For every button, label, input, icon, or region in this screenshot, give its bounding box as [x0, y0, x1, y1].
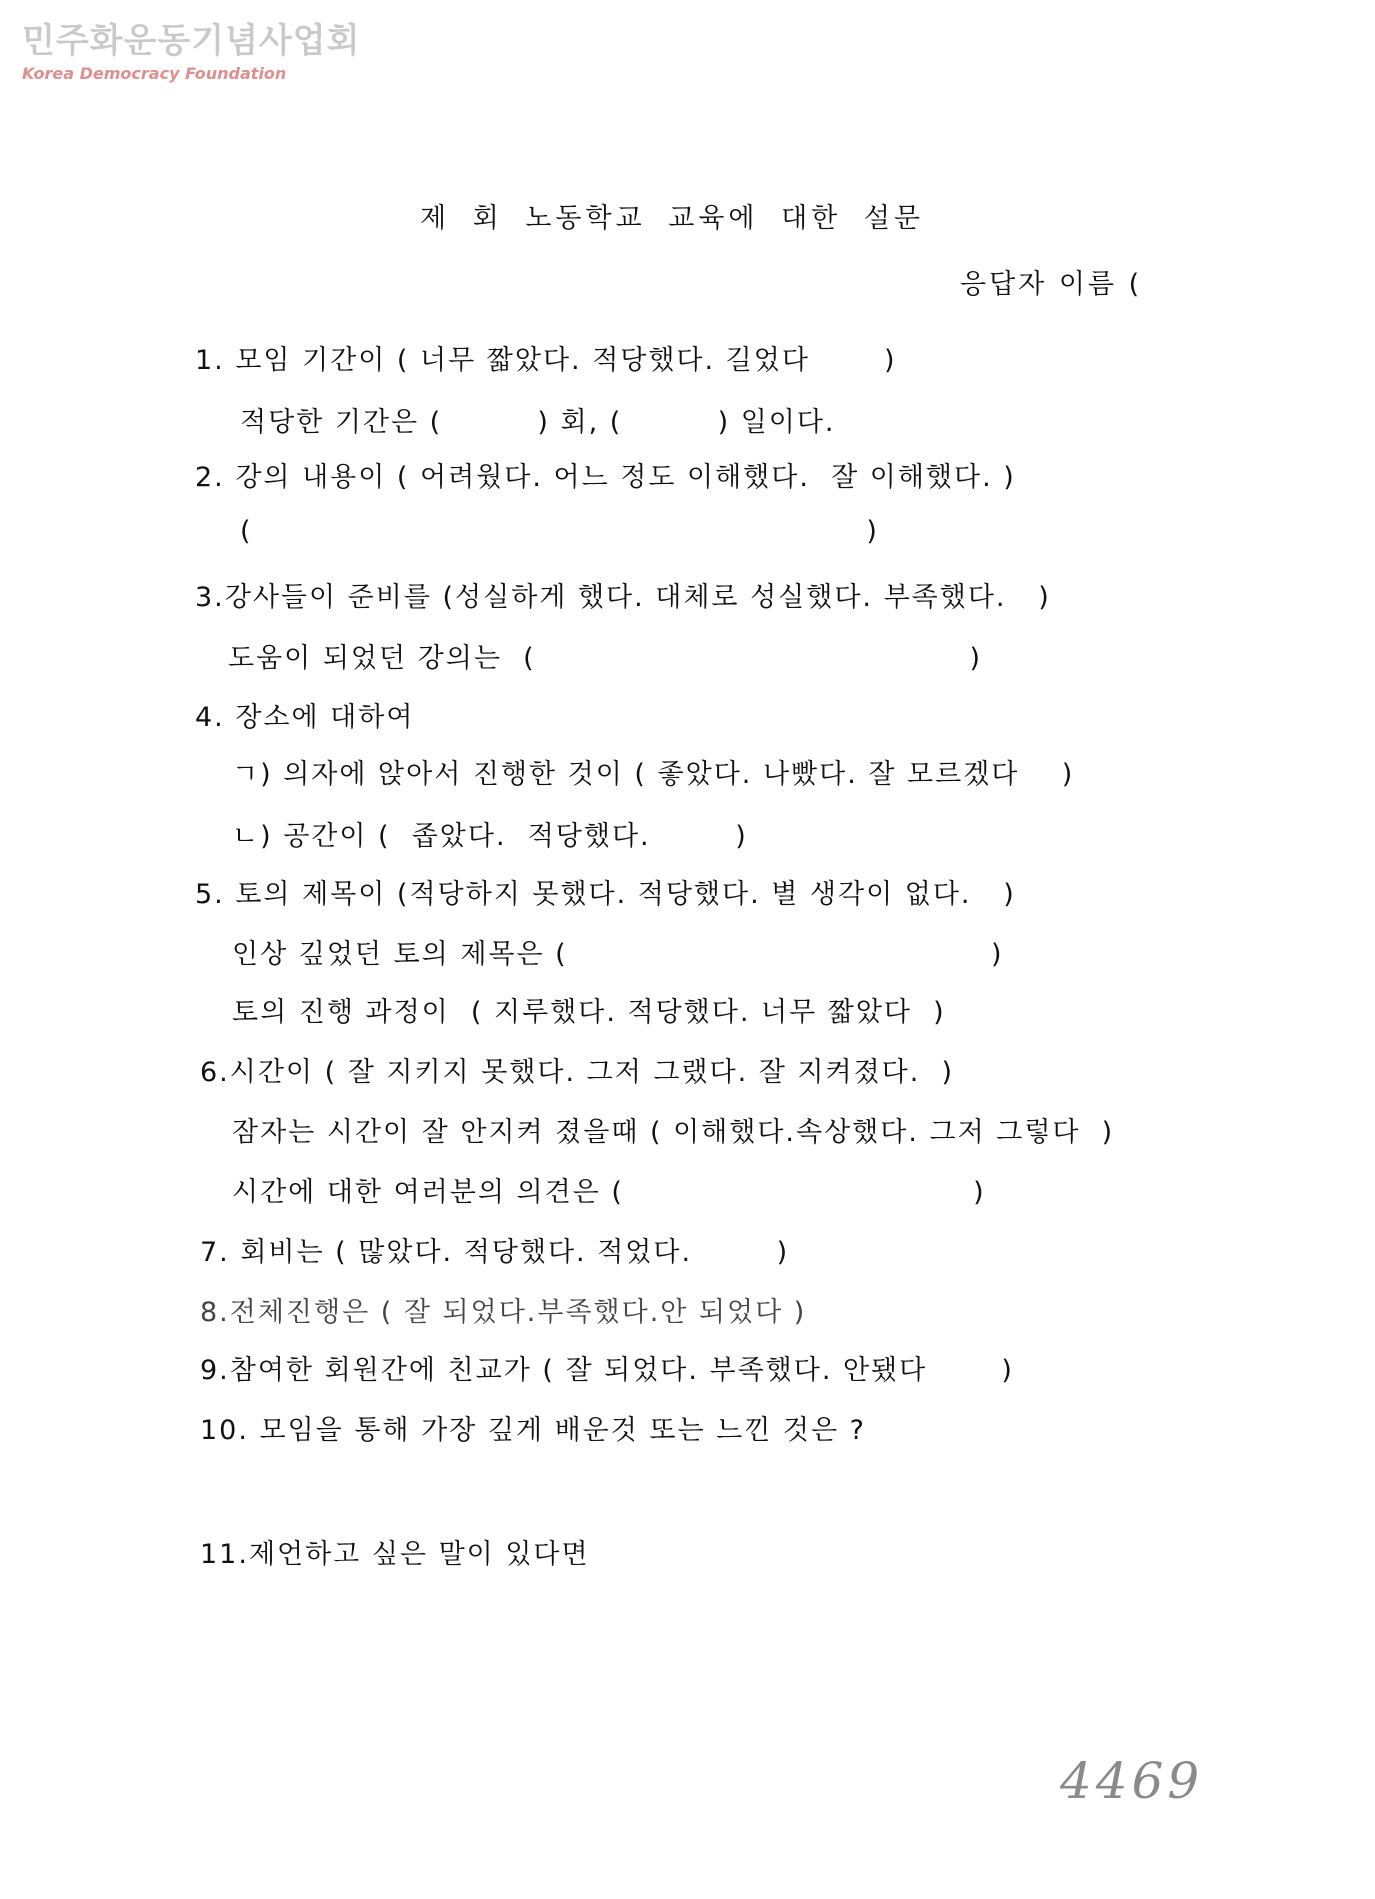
document-number: 4469 [1060, 1752, 1204, 1810]
question-5-detail-2: 토의 진행 과정이 ( 지루했다. 적당했다. 너무 짧았다 ) [232, 997, 946, 1028]
watermark [22, 22, 360, 84]
question-8: 8.전체진행은 ( 잘 되었다.부족했다.안 되었다 ) [200, 1297, 807, 1328]
survey-title: 제 회 노동학교 교육에 대한 설문 [420, 203, 924, 234]
question-6: 6.시간이 ( 잘 지키지 못했다. 그저 그랬다. 잘 지켜졌다. ) [200, 1057, 955, 1088]
question-4-b: ㄴ) 공간이 ( 좁았다. 적당했다. ) [232, 821, 748, 852]
question-3-detail: 도움이 되었던 강의는 ( ) [228, 643, 983, 674]
question-6-detail-2: 시간에 대한 여러분의 의견은 ( ) [232, 1177, 986, 1208]
question-9: 9.참여한 회원간에 친교가 ( 잘 되었다. 부족했다. 안됐다 ) [200, 1355, 1014, 1386]
question-4: 4. 장소에 대하여 [195, 702, 415, 733]
question-4-a: ㄱ) 의자에 앉아서 진행한 것이 ( 좋았다. 나빴다. 잘 모르겠다 ) [232, 759, 1075, 790]
question-11: 11.제언하고 싶은 말이 있다면 [200, 1539, 590, 1570]
question-10: 10. 모임을 통해 가장 깊게 배운것 또는 느낀 것은 ? [200, 1415, 866, 1446]
question-2-blank: ( ) [240, 516, 879, 547]
question-5-detail-1: 인상 깊었던 토의 제목은 ( ) [232, 939, 1004, 970]
question-6-detail-1: 잠자는 시간이 잘 안지켜 졌을때 ( 이해했다.속상했다. 그저 그렇다 ) [232, 1117, 1115, 1148]
watermark-english: Korea Democracy Foundation [22, 64, 287, 83]
question-3: 3.강사들이 준비를 (성실하게 했다. 대체로 성실했다. 부족했다. ) [195, 582, 1051, 613]
watermark-korean: 민주화운동기념사업회 [22, 21, 361, 61]
question-2: 2. 강의 내용이 ( 어려웠다. 어느 정도 이해했다. 잘 이해했다. ) [195, 462, 1016, 493]
question-1: 1. 모임 기간이 ( 너무 짧았다. 적당했다. 길었다 ) [195, 345, 897, 376]
respondent-name-label: 응답자 이름 ( [960, 269, 1143, 300]
question-5: 5. 토의 제목이 (적당하지 못했다. 적당했다. 별 생각이 없다. ) [195, 879, 1016, 910]
question-7: 7. 회비는 ( 많았다. 적당했다. 적었다. ) [200, 1237, 790, 1268]
question-1-detail: 적당한 기간은 ( ) 회, ( ) 일이다. [240, 407, 836, 438]
